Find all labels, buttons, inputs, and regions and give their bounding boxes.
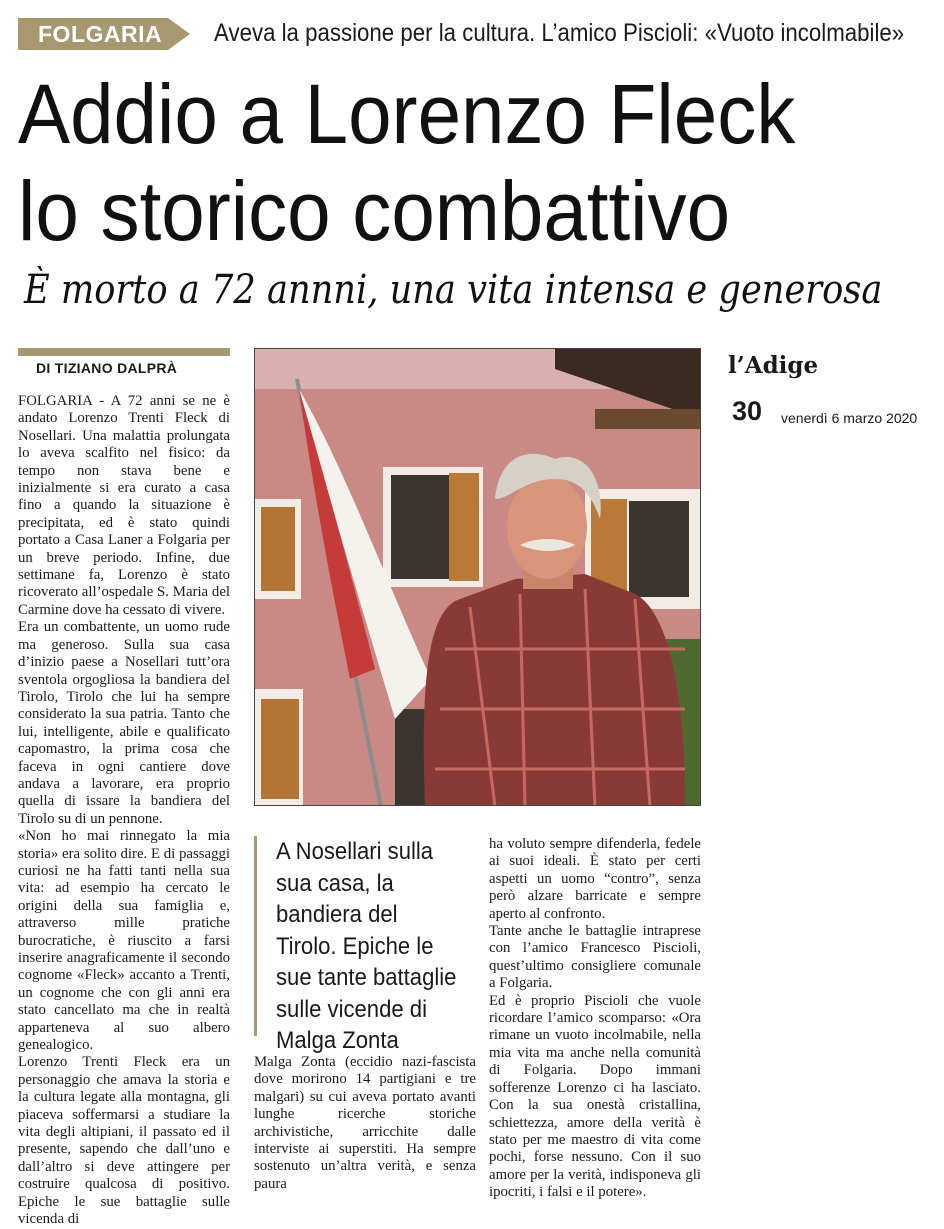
headline-line-1: Addio a Lorenzo Fleck [18,67,796,161]
paragraph: FOLGARIA - A 72 anni se ne è andato Lorenzo Trenti Fleck di Nosellari. Una malattia prolungata lo aveva scalfito nel fisico: da tempo non stava bene e inizialmente si era curato a casa fino a quando la situazione è precipitata, ed è stato quindi portato a Casa Laner a Folgaria per un breve periodo. Infine, due settimane fa, Lorenzo è stato ricoverato all’ospedale S. Maria del Carmine dove ha cessato di vivere. [18,393,230,618]
section-tag-arrow [168,18,190,50]
column-2 [254,1054,476,1193]
paragraph: ha voluto sempre difenderla, fedele ai suoi ideali. È stato per certi aspetti un uomo “contro”, senza però alzare barricate e sempre aperto al confronto. [489,836,701,922]
pullquote: A Nosellari sulla sua casa, la bandiera del Tirolo. Epiche le sue tante battaglie sulle vicende di Malga Zonta [276,838,457,1054]
column-1 [18,393,230,1229]
byline-rule [18,348,230,356]
overline: Aveva la passione per la cultura. L’amico Piscioli: «Vuoto incolmabile» [214,19,905,47]
headline-line-2: lo storico combattivo [18,164,731,258]
page-number: 30 [732,396,763,426]
paragraph: Ed è proprio Piscioli che vuole ricordare l’amico scomparso: «Ora rimane un vuoto incolmabile, nella mia vita ma anche nella comunità di Folgaria. Dopo immani sofferenze Lorenzo ci ha lasciato. Con la sua onestà cristallina, schiettezza, amore della verità è stato per me maestro di vita come pochi, forse nessuno. Con il suo amore per la verità, indisponeva gli ipocriti, i falsi e il potere». [489,992,701,1201]
paragraph: «Non ho mai rinnegato la mia storia» era solito dire. E di passaggi curiosi ne ha fatti tanti nella sua vita: ad esempio ha cercato le origini della sua famiglia e, attraverso mille pratiche burocratiche, è riuscito a farsi inserire anagraficamente il secondo cognome «Fleck» accanto a Trenti, un cognome che con gli anni era stato cancellato ma che in realtà apparteneva al suo albero genealogico. [18,828,230,1054]
paragraph: Tante anche le battaglie intraprese con l’amico Francesco Piscioli, quest’ultimo consigliere comunale a Folgaria. [489,923,701,992]
paragraph: Lorenzo Trenti Fleck era un personaggio che amava la storia e la cultura legate alla montagna, gli piaceva soffermarsi a studiare la vita degli altipiani, il passato ed il presente, sapendo che dall’uno e dall’altro si deve attingere per costruire qualcosa di positivo. Epiche le sue battaglie sulle vicenda di [18,1054,230,1228]
paragraph: Era un combattente, un uomo rude ma generoso. Sulla sua casa d’inizio paese a Nosellari tutt’ora sventola orgogliosa la bandiera del Tirolo, Tirolo che lui ha sempre considerato la sua patria. Tanto che lui, intelligente, abile e qualificato capomastro, la prima cosa che faceva in ogni cantiere dove andava a lavorare, era proprio quella di issare la bandiera del Tirolo su di un pennone. [18,619,230,827]
article-photo [254,348,701,806]
byline: DI TIZIANO DALPRÀ [36,360,178,376]
newspaper-name: l’Adige [728,352,819,379]
subheadline: È morto a 72 annni, una vita intensa e generosa [24,267,883,313]
paragraph: Malga Zonta (eccidio nazi-fascista dove morirono 14 partigiani e tre malgari) su cui aveva portato avanti lunghe ricerche storiche archivistiche, arricchite dalle interviste ai superstiti. Ha sempre sostenuto un’altra verità, e senza paura [254,1054,476,1192]
pullquote-rule [254,836,257,1036]
column-3 [489,836,701,1202]
photo-portrait-illustration [255,349,701,806]
publication-date: venerdì 6 marzo 2020 [781,410,918,426]
headline [18,66,795,260]
section-tag: FOLGARIA [38,21,163,47]
